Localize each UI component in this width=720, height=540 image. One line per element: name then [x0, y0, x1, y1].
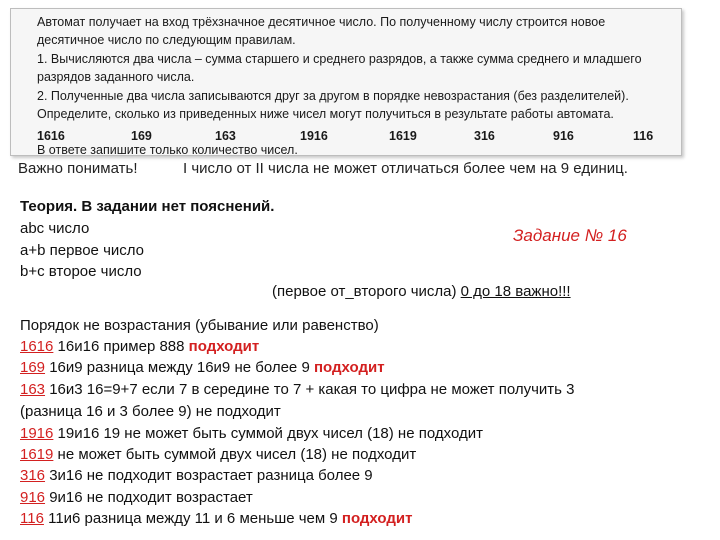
candidate-number: 916 — [553, 129, 574, 143]
analysis-line — [20, 425, 483, 442]
analysis-line — [20, 446, 416, 463]
candidate-number: 163 — [215, 129, 236, 143]
task-line: разрядов заданного числа. — [37, 70, 195, 84]
task-title: Задание № 16 — [513, 226, 627, 245]
candidate-number: 1619 — [389, 129, 417, 143]
analysis-line — [20, 403, 281, 420]
task-line: Определите, сколько из приведенных ниже чисел могут получиться в результате работы автомата. — [37, 107, 614, 121]
difference-note-range: 0 до 18 важно!!! — [460, 283, 571, 300]
task-line: десятичное число по следующим правилам. — [37, 33, 296, 47]
analysis-verdict: подходит — [341, 510, 413, 527]
analysis-text: 3и16 не подходит возрастает разница более 9 — [45, 467, 373, 484]
important-text: I число от II числа не может отличаться более чем на 9 единиц. — [183, 160, 628, 177]
task-line: 2. Полученные два числа записываются друг за другом в порядке невозрастания (без разделителей). — [37, 89, 629, 103]
task-line: Автомат получает на вход трёхзначное десятичное число. По полученному числу строится новое — [37, 15, 606, 29]
difference-note-prefix: (первое от_второго числа) — [272, 283, 461, 300]
important-label: Важно понимать! — [18, 160, 138, 177]
analysis-verdict: подходит — [313, 359, 385, 376]
analysis-line — [20, 359, 385, 376]
analysis-text: (разница 16 и 3 более 9) не подходит — [20, 403, 281, 420]
analysis-line — [20, 338, 259, 355]
analysis-number: 1916 — [20, 425, 54, 442]
theory-line: b+c второе число — [20, 263, 142, 280]
analysis-number: 163 — [20, 381, 46, 398]
analysis-text: 16и16 пример 888 — [53, 338, 189, 355]
difference-note — [272, 283, 571, 300]
analysis-line — [20, 510, 412, 527]
analysis-number: 316 — [20, 467, 46, 484]
candidate-number: 1916 — [300, 129, 328, 143]
candidate-number: 169 — [131, 129, 152, 143]
analysis-number: 1619 — [20, 446, 54, 463]
theory-line: abc число — [20, 220, 90, 237]
analysis-text: 11и6 разница между 11 и 6 меньше чем 9 — [43, 510, 342, 527]
analysis-number: 169 — [20, 359, 46, 376]
analysis-verdict: подходит — [188, 338, 260, 355]
analysis-line — [20, 381, 575, 398]
analysis-number: 1616 — [20, 338, 54, 355]
analysis-number: 916 — [20, 489, 46, 506]
task-line: 1. Вычисляются два числа – сумма старшего и среднего разрядов, а также сумма среднего и младшего — [37, 52, 642, 66]
theory-line: a+b первое число — [20, 242, 145, 259]
analysis-text: 19и16 19 не может быть суммой двух чисел (18) не подходит — [53, 425, 483, 442]
analysis-text: 16и3 16=9+7 если 7 в середине то 7 + какая то цифра не может получить 3 — [45, 381, 575, 398]
analysis-number: 116 — [20, 510, 44, 527]
task-statement-box — [10, 8, 682, 156]
order-note: Порядок не возрастания (убывание или равенство) — [20, 317, 379, 334]
candidate-number: 116 — [633, 129, 654, 143]
analysis-text: 9и16 не подходит возрастает — [45, 489, 253, 506]
theory-title: Теория. В задании нет пояснений. — [20, 198, 275, 215]
candidate-number: 316 — [474, 129, 495, 143]
analysis-text: 16и9 разница между 16и9 не более 9 — [45, 359, 314, 376]
analysis-line — [20, 489, 253, 506]
analysis-text: не может быть суммой двух чисел (18) не подходит — [53, 446, 417, 463]
analysis-line — [20, 467, 373, 484]
candidate-number: 1616 — [37, 129, 65, 143]
answer-note: В ответе запишите только количество чисел. — [37, 143, 298, 157]
